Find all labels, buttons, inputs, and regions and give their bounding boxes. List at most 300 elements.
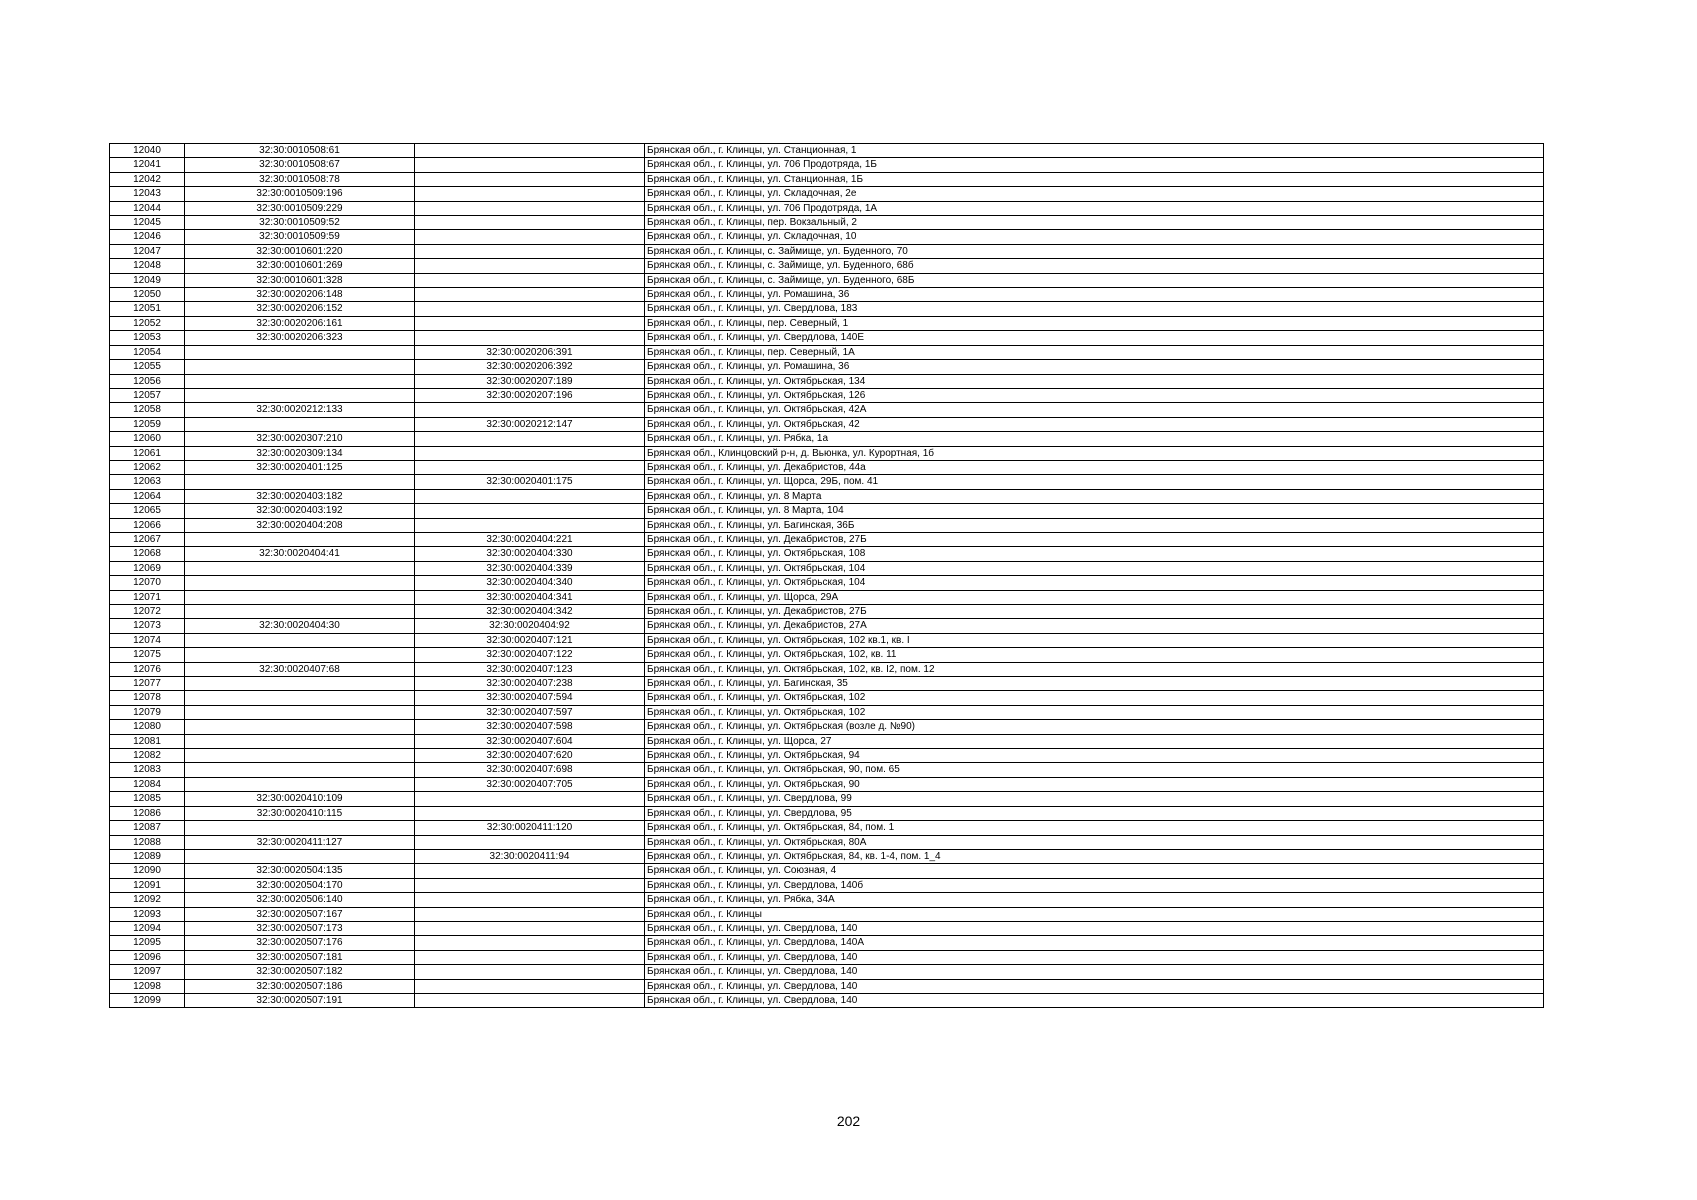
related-cadastral-number-cell: 32:30:0020404:330: [415, 547, 645, 561]
related-cadastral-number-cell: 32:30:0020207:189: [415, 374, 645, 388]
cadastral-number-cell: [185, 345, 415, 359]
address-cell: Брянская обл., г. Клинцы, ул. 706 Продотряда, 1А: [645, 201, 1544, 215]
related-cadastral-number-cell: 32:30:0020407:604: [415, 734, 645, 748]
cadastral-number-cell: 32:30:0020206:323: [185, 331, 415, 345]
cadastral-number-cell: [185, 360, 415, 374]
related-cadastral-number-cell: [415, 316, 645, 330]
table-row: [110, 662, 1544, 676]
table-row: [110, 878, 1544, 892]
related-cadastral-number-cell: 32:30:0020407:594: [415, 691, 645, 705]
related-cadastral-number-cell: [415, 403, 645, 417]
address-cell: Брянская обл., г. Клинцы, ул. Складочная, 10: [645, 230, 1544, 244]
address-cell: Брянская обл., г. Клинцы, ул. Октябрьская, 42А: [645, 403, 1544, 417]
related-cadastral-number-cell: 32:30:0020404:339: [415, 561, 645, 575]
table-row: [110, 144, 1544, 158]
cadastral-number-cell: [185, 749, 415, 763]
related-cadastral-number-cell: [415, 921, 645, 935]
related-cadastral-number-cell: [415, 288, 645, 302]
table-row: [110, 504, 1544, 518]
table-row: [110, 821, 1544, 835]
table-row: [110, 691, 1544, 705]
row-number-cell: 12044: [110, 201, 185, 215]
cadastral-number-cell: [185, 633, 415, 647]
address-cell: Брянская обл., г. Клинцы, ул. Свердлова, 140: [645, 921, 1544, 935]
address-cell: Брянская обл., г. Клинцы, ул. Декабристов, 27Б: [645, 605, 1544, 619]
related-cadastral-number-cell: 32:30:0020407:698: [415, 763, 645, 777]
related-cadastral-number-cell: [415, 993, 645, 1007]
table-row: [110, 417, 1544, 431]
table-row: [110, 720, 1544, 734]
table-row: [110, 259, 1544, 273]
related-cadastral-number-cell: 32:30:0020401:175: [415, 475, 645, 489]
cadastral-number-cell: 32:30:0010508:67: [185, 158, 415, 172]
related-cadastral-number-cell: [415, 835, 645, 849]
cadastral-number-cell: 32:30:0020309:134: [185, 446, 415, 460]
cadastral-number-cell: 32:30:0020403:182: [185, 489, 415, 503]
address-cell: Брянская обл., г. Клинцы, ул. Свердлова, 140б: [645, 878, 1544, 892]
cadastral-number-cell: [185, 677, 415, 691]
row-number-cell: 12078: [110, 691, 185, 705]
row-number-cell: 12057: [110, 388, 185, 402]
row-number-cell: 12077: [110, 677, 185, 691]
address-cell: Брянская обл., г. Клинцы, с. Займище, ул. Буденного, 68Б: [645, 273, 1544, 287]
address-cell: Брянская обл., г. Клинцы, ул. Октябрьская, 102, кв. 11: [645, 648, 1544, 662]
row-number-cell: 12089: [110, 849, 185, 863]
address-cell: Брянская обл., г. Клинцы, ул. Ромашина, 36: [645, 288, 1544, 302]
related-cadastral-number-cell: [415, 792, 645, 806]
table-row: [110, 374, 1544, 388]
cadastral-number-cell: 32:30:0020410:115: [185, 806, 415, 820]
related-cadastral-number-cell: [415, 518, 645, 532]
table-row: [110, 849, 1544, 863]
table-row: [110, 993, 1544, 1007]
row-number-cell: 12064: [110, 489, 185, 503]
row-number-cell: 12072: [110, 605, 185, 619]
table-row: [110, 893, 1544, 907]
cadastral-number-cell: 32:30:0020504:135: [185, 864, 415, 878]
row-number-cell: 12049: [110, 273, 185, 287]
row-number-cell: 12067: [110, 532, 185, 546]
cadastral-number-cell: 32:30:0010601:328: [185, 273, 415, 287]
related-cadastral-number-cell: [415, 936, 645, 950]
row-number-cell: 12094: [110, 921, 185, 935]
table-row: [110, 648, 1544, 662]
table-row: [110, 835, 1544, 849]
table-row: [110, 446, 1544, 460]
table-row: [110, 316, 1544, 330]
related-cadastral-number-cell: [415, 878, 645, 892]
table-row: [110, 331, 1544, 345]
related-cadastral-number-cell: 32:30:0020407:121: [415, 633, 645, 647]
table-row: [110, 345, 1544, 359]
cadastral-number-cell: 32:30:0020404:41: [185, 547, 415, 561]
row-number-cell: 12062: [110, 460, 185, 474]
cadastral-number-cell: [185, 417, 415, 431]
related-cadastral-number-cell: [415, 244, 645, 258]
row-number-cell: 12081: [110, 734, 185, 748]
address-cell: Брянская обл., г. Клинцы, ул. Октябрьская, 126: [645, 388, 1544, 402]
related-cadastral-number-cell: [415, 504, 645, 518]
row-number-cell: 12043: [110, 187, 185, 201]
row-number-cell: 12060: [110, 432, 185, 446]
related-cadastral-number-cell: 32:30:0020411:94: [415, 849, 645, 863]
row-number-cell: 12099: [110, 993, 185, 1007]
row-number-cell: 12079: [110, 705, 185, 719]
table-row: [110, 216, 1544, 230]
cadastral-number-cell: [185, 705, 415, 719]
cadastral-number-cell: 32:30:0020403:192: [185, 504, 415, 518]
cadastral-number-cell: [185, 821, 415, 835]
address-cell: Брянская обл., г. Клинцы, ул. Складочная, 2е: [645, 187, 1544, 201]
related-cadastral-number-cell: [415, 893, 645, 907]
table-row: [110, 489, 1544, 503]
cadastral-number-cell: 32:30:0020507:173: [185, 921, 415, 935]
cadastral-number-cell: 32:30:0020404:208: [185, 518, 415, 532]
related-cadastral-number-cell: 32:30:0020411:120: [415, 821, 645, 835]
address-cell: Брянская обл., г. Клинцы, пер. Вокзальный, 2: [645, 216, 1544, 230]
related-cadastral-number-cell: [415, 273, 645, 287]
row-number-cell: 12082: [110, 749, 185, 763]
row-number-cell: 12053: [110, 331, 185, 345]
address-cell: Брянская обл., г. Клинцы, ул. Рябка, 34А: [645, 893, 1544, 907]
related-cadastral-number-cell: [415, 172, 645, 186]
row-number-cell: 12056: [110, 374, 185, 388]
related-cadastral-number-cell: [415, 432, 645, 446]
cadastral-number-cell: 32:30:0020411:127: [185, 835, 415, 849]
table-row: [110, 907, 1544, 921]
address-cell: Брянская обл., г. Клинцы, ул. Октябрьская, 42: [645, 417, 1544, 431]
related-cadastral-number-cell: [415, 965, 645, 979]
cadastral-number-cell: [185, 532, 415, 546]
table-row: [110, 749, 1544, 763]
row-number-cell: 12084: [110, 777, 185, 791]
cadastral-number-cell: 32:30:0020401:125: [185, 460, 415, 474]
table-row: [110, 705, 1544, 719]
cadastral-number-cell: 32:30:0020507:186: [185, 979, 415, 993]
related-cadastral-number-cell: [415, 950, 645, 964]
related-cadastral-number-cell: 32:30:0020404:341: [415, 590, 645, 604]
cadastral-number-cell: 32:30:0010509:229: [185, 201, 415, 215]
table-row: [110, 605, 1544, 619]
address-cell: Брянская обл., г. Клинцы, ул. Свердлова, 99: [645, 792, 1544, 806]
cadastral-number-cell: [185, 374, 415, 388]
cadastral-number-cell: 32:30:0020206:152: [185, 302, 415, 316]
address-cell: Брянская обл., г. Клинцы, ул. Октябрьская, 90, пом. 65: [645, 763, 1544, 777]
related-cadastral-number-cell: [415, 216, 645, 230]
cadastral-number-cell: 32:30:0020507:176: [185, 936, 415, 950]
row-number-cell: 12055: [110, 360, 185, 374]
cadastral-number-cell: 32:30:0020507:191: [185, 993, 415, 1007]
cadastral-number-cell: 32:30:0010508:61: [185, 144, 415, 158]
cadastral-number-cell: [185, 475, 415, 489]
table-row: [110, 187, 1544, 201]
cadastral-number-cell: [185, 849, 415, 863]
table-row: [110, 619, 1544, 633]
cadastral-number-cell: [185, 605, 415, 619]
table-row: [110, 590, 1544, 604]
row-number-cell: 12080: [110, 720, 185, 734]
row-number-cell: 12041: [110, 158, 185, 172]
table-row: [110, 576, 1544, 590]
row-number-cell: 12075: [110, 648, 185, 662]
cadastral-number-cell: 32:30:0020507:182: [185, 965, 415, 979]
row-number-cell: 12050: [110, 288, 185, 302]
table-row: [110, 158, 1544, 172]
cadastral-number-cell: 32:30:0020507:167: [185, 907, 415, 921]
address-cell: Брянская обл., г. Клинцы, с. Займище, ул. Буденного, 70: [645, 244, 1544, 258]
address-cell: Брянская обл., г. Клинцы, ул. Свердлова, 183: [645, 302, 1544, 316]
address-cell: Брянская обл., г. Клинцы, ул. Свердлова, 140Е: [645, 331, 1544, 345]
row-number-cell: 12091: [110, 878, 185, 892]
row-number-cell: 12071: [110, 590, 185, 604]
cadastral-number-cell: [185, 777, 415, 791]
related-cadastral-number-cell: 32:30:0020407:122: [415, 648, 645, 662]
cadastral-number-cell: [185, 648, 415, 662]
address-cell: Брянская обл., г. Клинцы, ул. Союзная, 4: [645, 864, 1544, 878]
row-number-cell: 12054: [110, 345, 185, 359]
address-cell: Брянская обл., г. Клинцы, ул. Октябрьская, 102 кв.1, кв. I: [645, 633, 1544, 647]
page-number: 202: [836, 1113, 861, 1129]
related-cadastral-number-cell: 32:30:0020404:92: [415, 619, 645, 633]
address-cell: Брянская обл., г. Клинцы, ул. Октябрьская, 104: [645, 576, 1544, 590]
address-cell: Брянская обл., г. Клинцы, ул. Декабристов, 44а: [645, 460, 1544, 474]
table-row: [110, 677, 1544, 691]
address-cell: Брянская обл., г. Клинцы, ул. Свердлова, 95: [645, 806, 1544, 820]
cadastral-number-cell: 32:30:0020212:133: [185, 403, 415, 417]
row-number-cell: 12042: [110, 172, 185, 186]
table-row: [110, 244, 1544, 258]
table-row: [110, 273, 1544, 287]
related-cadastral-number-cell: 32:30:0020206:391: [415, 345, 645, 359]
table-row: [110, 201, 1544, 215]
address-cell: Брянская обл., г. Клинцы, ул. Октябрьская, 80А: [645, 835, 1544, 849]
related-cadastral-number-cell: [415, 806, 645, 820]
row-number-cell: 12083: [110, 763, 185, 777]
cadastral-number-cell: 32:30:0010509:59: [185, 230, 415, 244]
address-cell: Брянская обл., г. Клинцы, ул. Октябрьская, 108: [645, 547, 1544, 561]
address-cell: Брянская обл., г. Клинцы, ул. Октябрьская, 102: [645, 691, 1544, 705]
address-cell: Брянская обл., г. Клинцы, пер. Северный, 1: [645, 316, 1544, 330]
address-cell: Брянская обл., г. Клинцы, ул. Станционная, 1: [645, 144, 1544, 158]
cadastral-registry-table: [109, 143, 1544, 1008]
related-cadastral-number-cell: [415, 259, 645, 273]
related-cadastral-number-cell: 32:30:0020404:340: [415, 576, 645, 590]
address-cell: Брянская обл., г. Клинцы, ул. Декабристов, 27Б: [645, 532, 1544, 546]
cadastral-number-cell: [185, 734, 415, 748]
address-cell: Брянская обл., г. Клинцы, ул. Ромашина, 36: [645, 360, 1544, 374]
address-cell: Брянская обл., г. Клинцы, ул. Станционная, 1Б: [645, 172, 1544, 186]
related-cadastral-number-cell: 32:30:0020407:123: [415, 662, 645, 676]
cadastral-number-cell: [185, 561, 415, 575]
address-cell: Брянская обл., г. Клинцы, ул. 8 Марта: [645, 489, 1544, 503]
table-row: [110, 388, 1544, 402]
table-row: [110, 172, 1544, 186]
row-number-cell: 12065: [110, 504, 185, 518]
table-row: [110, 230, 1544, 244]
related-cadastral-number-cell: [415, 864, 645, 878]
cadastral-number-cell: 32:30:0010509:196: [185, 187, 415, 201]
address-cell: Брянская обл., г. Клинцы, ул. Щорса, 27: [645, 734, 1544, 748]
row-number-cell: 12051: [110, 302, 185, 316]
table-row: [110, 432, 1544, 446]
related-cadastral-number-cell: 32:30:0020212:147: [415, 417, 645, 431]
related-cadastral-number-cell: [415, 302, 645, 316]
table-row: [110, 547, 1544, 561]
address-cell: Брянская обл., г. Клинцы, ул. Свердлова, 140: [645, 950, 1544, 964]
cadastral-number-cell: [185, 388, 415, 402]
address-cell: Брянская обл., г. Клинцы, ул. Октябрьская, 94: [645, 749, 1544, 763]
address-cell: Брянская обл., г. Клинцы, ул. Октябрьская, 102, кв. I2, пом. 12: [645, 662, 1544, 676]
row-number-cell: 12097: [110, 965, 185, 979]
table-row: [110, 734, 1544, 748]
address-cell: Брянская обл., г. Клинцы, ул. Свердлова, 140: [645, 993, 1544, 1007]
table-row: [110, 777, 1544, 791]
row-number-cell: 12058: [110, 403, 185, 417]
address-cell: Брянская обл., г. Клинцы, ул. Щорса, 29Б, пом. 41: [645, 475, 1544, 489]
cadastral-number-cell: 32:30:0010508:78: [185, 172, 415, 186]
address-cell: Брянская обл., г. Клинцы, ул. Октябрьская (возле д. №90): [645, 720, 1544, 734]
row-number-cell: 12073: [110, 619, 185, 633]
row-number-cell: 12086: [110, 806, 185, 820]
table-row: [110, 921, 1544, 935]
row-number-cell: 12066: [110, 518, 185, 532]
table-row: [110, 965, 1544, 979]
row-number-cell: 12046: [110, 230, 185, 244]
related-cadastral-number-cell: [415, 187, 645, 201]
table-row: [110, 979, 1544, 993]
address-cell: Брянская обл., г. Клинцы, ул. Багинская, 35: [645, 677, 1544, 691]
address-cell: Брянская обл., г. Клинцы, ул. Октябрьская, 104: [645, 561, 1544, 575]
related-cadastral-number-cell: 32:30:0020207:196: [415, 388, 645, 402]
cadastral-number-cell: 32:30:0020504:170: [185, 878, 415, 892]
row-number-cell: 12090: [110, 864, 185, 878]
table-row: [110, 532, 1544, 546]
table-row: [110, 633, 1544, 647]
row-number-cell: 12085: [110, 792, 185, 806]
related-cadastral-number-cell: 32:30:0020404:342: [415, 605, 645, 619]
cadastral-number-cell: 32:30:0010601:269: [185, 259, 415, 273]
address-cell: Брянская обл., г. Клинцы, ул. Октябрьская, 84, кв. 1-4, пом. 1_4: [645, 849, 1544, 863]
cadastral-number-cell: 32:30:0020206:161: [185, 316, 415, 330]
address-cell: Брянская обл., г. Клинцы, с. Займище, ул. Буденного, 68б: [645, 259, 1544, 273]
address-cell: Брянская обл., г. Клинцы, ул. Октябрьская, 90: [645, 777, 1544, 791]
table-row: [110, 864, 1544, 878]
row-number-cell: 12074: [110, 633, 185, 647]
table-row: [110, 360, 1544, 374]
related-cadastral-number-cell: 32:30:0020407:598: [415, 720, 645, 734]
table-row: [110, 561, 1544, 575]
address-cell: Брянская обл., г. Клинцы, ул. Свердлова, 140А: [645, 936, 1544, 950]
address-cell: Брянская обл., Клинцовский р-н, д. Вьюнка, ул. Курортная, 1б: [645, 446, 1544, 460]
address-cell: Брянская обл., г. Клинцы, ул. Багинская, 36Б: [645, 518, 1544, 532]
address-cell: Брянская обл., г. Клинцы, ул. Свердлова, 140: [645, 979, 1544, 993]
table-row: [110, 403, 1544, 417]
cadastral-number-cell: 32:30:0010509:52: [185, 216, 415, 230]
cadastral-number-cell: 32:30:0020507:181: [185, 950, 415, 964]
row-number-cell: 12063: [110, 475, 185, 489]
cadastral-number-cell: [185, 590, 415, 604]
row-number-cell: 12092: [110, 893, 185, 907]
registry-table-body: [110, 144, 1544, 1008]
address-cell: Брянская обл., г. Клинцы, пер. Северный, 1А: [645, 345, 1544, 359]
row-number-cell: 12069: [110, 561, 185, 575]
related-cadastral-number-cell: [415, 144, 645, 158]
address-cell: Брянская обл., г. Клинцы, ул. Октябрьская, 134: [645, 374, 1544, 388]
cadastral-number-cell: 32:30:0020206:148: [185, 288, 415, 302]
cadastral-number-cell: 32:30:0010601:220: [185, 244, 415, 258]
row-number-cell: 12059: [110, 417, 185, 431]
related-cadastral-number-cell: 32:30:0020407:705: [415, 777, 645, 791]
table-row: [110, 518, 1544, 532]
table-row: [110, 792, 1544, 806]
address-cell: Брянская обл., г. Клинцы, ул. Октябрьская, 102: [645, 705, 1544, 719]
cadastral-number-cell: 32:30:0020407:68: [185, 662, 415, 676]
related-cadastral-number-cell: 32:30:0020404:221: [415, 532, 645, 546]
address-cell: Брянская обл., г. Клинцы, ул. 8 Марта, 104: [645, 504, 1544, 518]
row-number-cell: 12070: [110, 576, 185, 590]
cadastral-number-cell: [185, 576, 415, 590]
related-cadastral-number-cell: [415, 201, 645, 215]
related-cadastral-number-cell: [415, 446, 645, 460]
related-cadastral-number-cell: [415, 979, 645, 993]
row-number-cell: 12096: [110, 950, 185, 964]
row-number-cell: 12068: [110, 547, 185, 561]
cadastral-number-cell: [185, 691, 415, 705]
row-number-cell: 12076: [110, 662, 185, 676]
related-cadastral-number-cell: 32:30:0020407:238: [415, 677, 645, 691]
related-cadastral-number-cell: [415, 489, 645, 503]
row-number-cell: 12088: [110, 835, 185, 849]
cadastral-number-cell: 32:30:0020307:210: [185, 432, 415, 446]
row-number-cell: 12095: [110, 936, 185, 950]
address-cell: Брянская обл., г. Клинцы, ул. 706 Продотряда, 1Б: [645, 158, 1544, 172]
address-cell: Брянская обл., г. Клинцы, ул. Октябрьская, 84, пом. 1: [645, 821, 1544, 835]
cadastral-number-cell: 32:30:0020410:109: [185, 792, 415, 806]
address-cell: Брянская обл., г. Клинцы, ул. Свердлова, 140: [645, 965, 1544, 979]
cadastral-number-cell: 32:30:0020404:30: [185, 619, 415, 633]
address-cell: Брянская обл., г. Клинцы, ул. Рябка, 1а: [645, 432, 1544, 446]
table-row: [110, 950, 1544, 964]
related-cadastral-number-cell: 32:30:0020407:597: [415, 705, 645, 719]
address-cell: Брянская обл., г. Клинцы: [645, 907, 1544, 921]
row-number-cell: 12061: [110, 446, 185, 460]
table-row: [110, 806, 1544, 820]
related-cadastral-number-cell: [415, 158, 645, 172]
row-number-cell: 12045: [110, 216, 185, 230]
row-number-cell: 12087: [110, 821, 185, 835]
cadastral-number-cell: [185, 720, 415, 734]
cadastral-number-cell: [185, 763, 415, 777]
table-row: [110, 302, 1544, 316]
related-cadastral-number-cell: [415, 460, 645, 474]
row-number-cell: 12047: [110, 244, 185, 258]
row-number-cell: 12048: [110, 259, 185, 273]
related-cadastral-number-cell: 32:30:0020407:620: [415, 749, 645, 763]
row-number-cell: 12093: [110, 907, 185, 921]
table-row: [110, 763, 1544, 777]
related-cadastral-number-cell: [415, 331, 645, 345]
row-number-cell: 12040: [110, 144, 185, 158]
row-number-cell: 12052: [110, 316, 185, 330]
table-row: [110, 475, 1544, 489]
related-cadastral-number-cell: [415, 230, 645, 244]
table-row: [110, 936, 1544, 950]
related-cadastral-number-cell: 32:30:0020206:392: [415, 360, 645, 374]
cadastral-number-cell: 32:30:0020506:140: [185, 893, 415, 907]
row-number-cell: 12098: [110, 979, 185, 993]
related-cadastral-number-cell: [415, 907, 645, 921]
table-row: [110, 460, 1544, 474]
